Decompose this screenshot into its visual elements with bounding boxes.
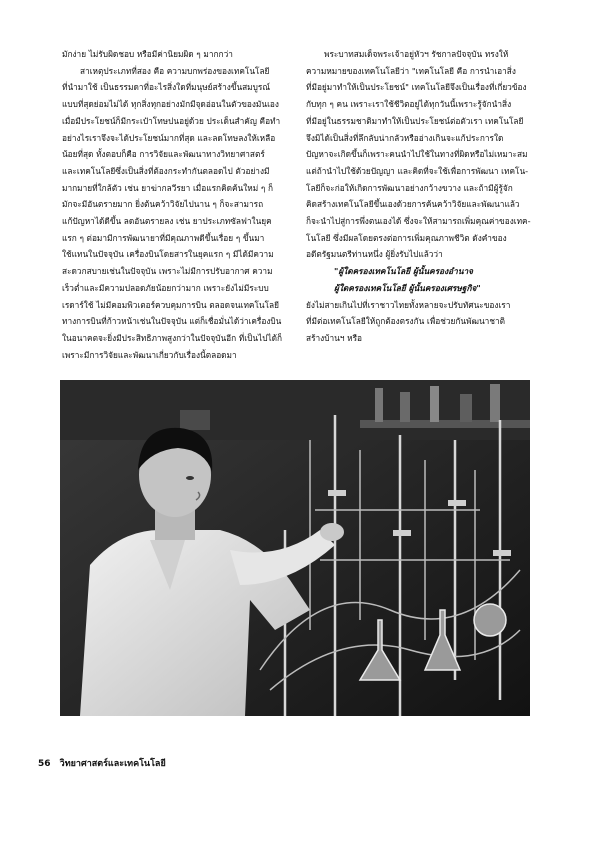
- text-line: ในอนาคตจะยิ่งมีประสิทธิภาพสูงกว่าในปัจจุบันอีก ที่เป็นไปได้ก็: [62, 332, 283, 343]
- text-line: ใช้แทนในปัจจุบัน เครื่องบินโดยสารในยุคแรก ๆ มีได้มีความ: [62, 249, 274, 260]
- text-line: อย่างไรเราจึงจะได้ประโยชน์มากที่สุด และลดโทษลงให้เหลือ: [62, 132, 276, 143]
- text-line: มากมายที่ใกล้ตัว เช่น ยาฆ่ากลวีรยา เมื่อแรกคิดค้นใหม่ ๆ ก็: [62, 182, 273, 193]
- text-line: โนโลยี ซึ่งมีผลโดยตรงต่อการเพิ่มคุณภาพชีวิต ดังคำของ: [306, 232, 507, 243]
- text-line: เรดาร์ใช้ ไม่มีคอมพิวเตอร์ควบคุมการบิน ตลอดจนเทคโนโลยี: [62, 299, 279, 310]
- text-line: น้อยที่สุด ทั้งตอบก็คือ การวิจัยและพัฒนาทางวิทยาศาสตร์: [62, 149, 265, 160]
- text-line: ยังไม่สายเกินไปที่เราชาวไทยทั้งหลายจะปรับทัศนะของเรา: [306, 299, 511, 310]
- text-line: มักง่าย ไม่รับผิดชอบ หรือมีค่านิยมผิด ๆ มากกว่า: [62, 49, 233, 59]
- text-line: ปัญหาจะเกิดขึ้นก็เพราะคนนำไปใช้ในทางที่ผิดหรือไม่เหมาะสม: [306, 149, 528, 160]
- article-left-column: [62, 46, 302, 363]
- text-line: ความหมายของเทคโนโลยีว่า "เทคโนโลยี คือ การนำเอาสิ่ง: [306, 65, 516, 76]
- text-line: ที่มีต่อเทคโนโลยีให้ถูกต้องตรงกัน เพื่อช่วยกันพัฒนาชาติ: [306, 316, 506, 327]
- text-line: แต่ถ้านำไปใช้ด้วยปัญญา และคิดที่จะใช้เพื่อการพัฒนา เทคโน-: [306, 165, 529, 176]
- lab-photograph: [60, 380, 530, 716]
- text-line: แรก ๆ ต่อมามีการพัฒนายาที่มีคุณภาพดีขึ้นเรื่อย ๆ ขึ้นมา: [62, 232, 265, 243]
- quote-line: ผู้ใดครองเทคโนโลยี ผู้นั้นครองเศรษฐกิจ": [334, 282, 481, 293]
- text-line: เร็วต่ำและมีความปลอดภัยน้อยกว่ามาก เพราะยังไม่มีระบบ: [62, 282, 269, 293]
- text-line: สร้างบ้านฯ หรือ: [306, 332, 363, 343]
- text-line: จึงมิได้เป็นสิ่งที่ลึกลับน่ากลัวหรืออ่างเกินจะแก้ประการใด: [306, 132, 504, 143]
- text-line: เพราะมีการวิจัยและพัฒนาเกี่ยวกับเรื่องนี้ตลอดมา: [62, 349, 237, 360]
- text-line: เมื่อมีประโยชน์ก็มีกระเป๋าโทษปนอยู่ด้วย ประเด็นสำคัญ คือทำ: [62, 115, 281, 126]
- text-line: แก้ปัญหาได้ดีขึ้น ลดอันตรายลง เช่น ยาประเภทซัลฟาในยุค: [62, 216, 272, 227]
- text-line: ก็จะนำไปสู่การพึ่งตนเองได้ ซึ่งจะให้สามารถเพิ่มคุณค่าของเทค-: [306, 216, 531, 227]
- text-line: อดีตรัฐมนตรีท่านหนึ่ง ผู้ยิ่งรับไปแล้วว่า: [306, 249, 443, 260]
- page-number: 56: [38, 759, 51, 769]
- article-right-column: [306, 46, 542, 347]
- lab-photo-illustration: [60, 380, 530, 716]
- text-line: พระบาทสมเด็จพระเจ้าอยู่หัวฯ รัชกาลปัจจุบัน ทรงให้: [324, 49, 509, 59]
- text-line: โลยีก็จะก่อให้เกิดการพัฒนาอย่างกว้างขวาง และถ้ามีผู้รู้จัก: [306, 182, 513, 193]
- text-line: และเทคโนโลยีซึ่งเป็นสิ่งที่ต้องกระทำกันตลอดไป ตัวอย่างมี: [62, 165, 270, 176]
- quote-line: "ผู้ใดครองเทคโนโลยี ผู้นั้นครองอำนาจ: [334, 266, 474, 277]
- text-line: สาเหตุประเภทที่สอง คือ ความบกพร่องของเทคโนโลยี: [80, 65, 270, 76]
- text-line: คิดสร้างเทคโนโลยีขึ้นเองด้วยการค้นคว้าวิจัยและพัฒนาแล้ว: [306, 199, 520, 210]
- text-line: มักจะมีอันตรายมาก ยิ่งต้นคว้าวิจัยไปนาน ๆ ก็จะสามารถ: [62, 199, 264, 210]
- text-line: ที่มีอยู่ในธรรมชาติมาทำให้เป็นประโยชน์ต่อตัวเรา เทคโนโลยี: [306, 115, 524, 126]
- text-line: แบบที่สุดย่อมไม่ได้ ทุกสิ่งทุกอย่างมักมีจุดอ่อนในตัวของมันเอง: [62, 99, 279, 110]
- text-line: สะดวกสบายเช่นในปัจจุบัน เพราะไม่มีการปรับอากาศ ความ: [62, 266, 273, 277]
- text-line: กับทุก ๆ คน เพราะเราใช้ชีวิตอยู่ได้ทุกวันนี้เพราะรู้จักนำสิ่ง: [306, 99, 512, 110]
- text-line: ที่นำมาใช้ เป็นธรรมดาที่อะไรสิ่งใดที่มนุษย์สร้างขึ้นสมบูรณ์: [62, 82, 271, 93]
- page-footer: [38, 756, 166, 770]
- publication-name: วิทยาศาสตร์และเทคโนโลยี: [59, 759, 166, 769]
- text-line: ทางการบินที่ก้าวหน้าเช่นในปัจจุบัน แต่ก็เชื่อมั่นได้ว่าเครื่องบิน: [62, 316, 282, 327]
- text-line: ที่มีอยู่มาทำให้เป็นประโยชน์" เทคโนโลยีจึงเป็นเรื่องที่เกี่ยวข้อง: [306, 82, 527, 93]
